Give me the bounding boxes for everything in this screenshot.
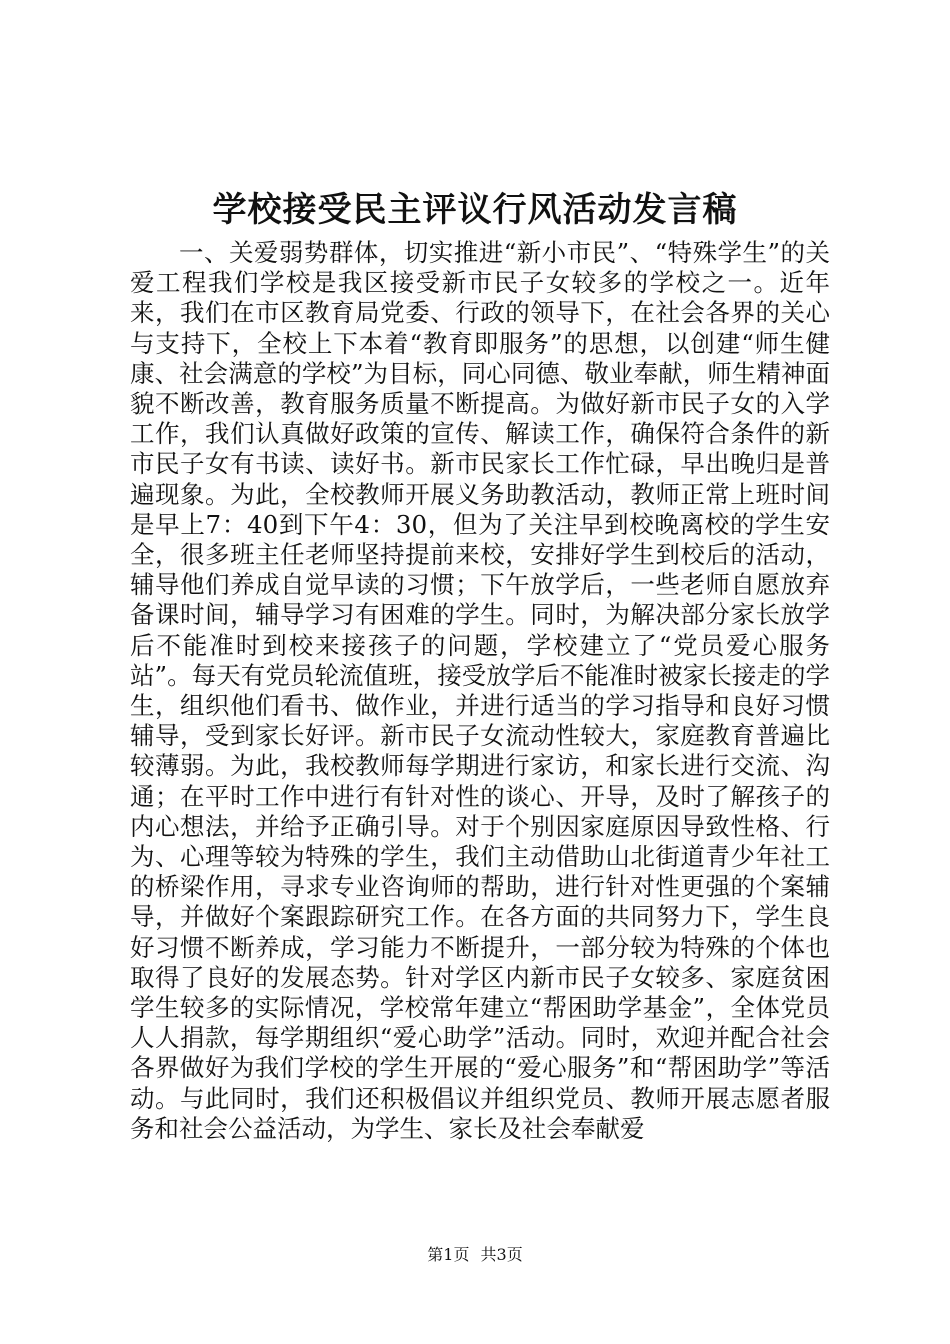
- page-footer: [0, 1244, 950, 1266]
- page-number-total: 共3页: [480, 1245, 523, 1264]
- page-number-current: 第1页: [427, 1245, 470, 1264]
- document-body-paragraph: 一、关爱弱势群体，切实推进“新小市民”、“特殊学生”的关爱工程我们学校是我区接受新市民子女较多的学校之一。近年来，我们在市区教育局党委、行政的领导下，在社会各界的关心与支持下，全校上下本着“教育即服务”的思想，以创建“师生健康、社会满意的学校”为目标，同心同德、敬业奉献，师生精神面貌不断改善，教育服务质量不断提高。为做好新市民子女的入学工作，我们认真做好政策的宣传、解读工作，确保符合条件的新市民子女有书读、读好书。新市民家长工作忙碌，早出晚归是普遍现象。为此，全校教师开展义务助教活动，教师正常上班时间是早上7：40到下午4：30，但为了关注早到校晚离校的学生安全，很多班主任老师坚持提前来校，安排好学生到校后的活动，辅导他们养成自觉早读的习惯；下午放学后，一些老师自愿放弃备课时间，辅导学习有困难的学生。同时，为解决部分家长放学后不能准时到校来接孩子的问题，学校建立了“党员爱心服务站”。每天有党员轮流值班，接受放学后不能准时被家长接走的学生，组织他们看书、做作业，并进行适当的学习指导和良好习惯辅导，受到家长好评。新市民子女流动性较大，家庭教育普遍比较薄弱。为此，我校教师每学期进行家访，和家长进行交流、沟通；在平时工作中进行有针对性的谈心、开导，及时了解孩子的内心想法，并给予正确引导。对于个别因家庭原因导致性格、行为、心理等较为特殊的学生，我们主动借助山北街道青少年社工的桥梁作用，寻求专业咨询师的帮助，进行针对性更强的个案辅导，并做好个案跟踪研究工作。在各方面的共同努力下，学生良好习惯不断养成，学习能力不断提升，一部分较为特殊的个体也取得了良好的发展态势。针对学区内新市民子女较多、家庭贫困学生较多的实际情况，学校常年建立“帮困助学基金”，全体党员人人捐款，每学期组织“爱心助学”活动。同时，欢迎并配合社会各界做好为我们学校的学生开展的“爱心服务”和“帮困助学”等活动。与此同时，我们还积极倡议并组织党员、教师开展志愿者服务和社会公益活动，为学生、家长及社会奉献爱: [130, 238, 830, 1143]
- document-title: 学校接受民主评议行风活动发言稿: [212, 190, 738, 230]
